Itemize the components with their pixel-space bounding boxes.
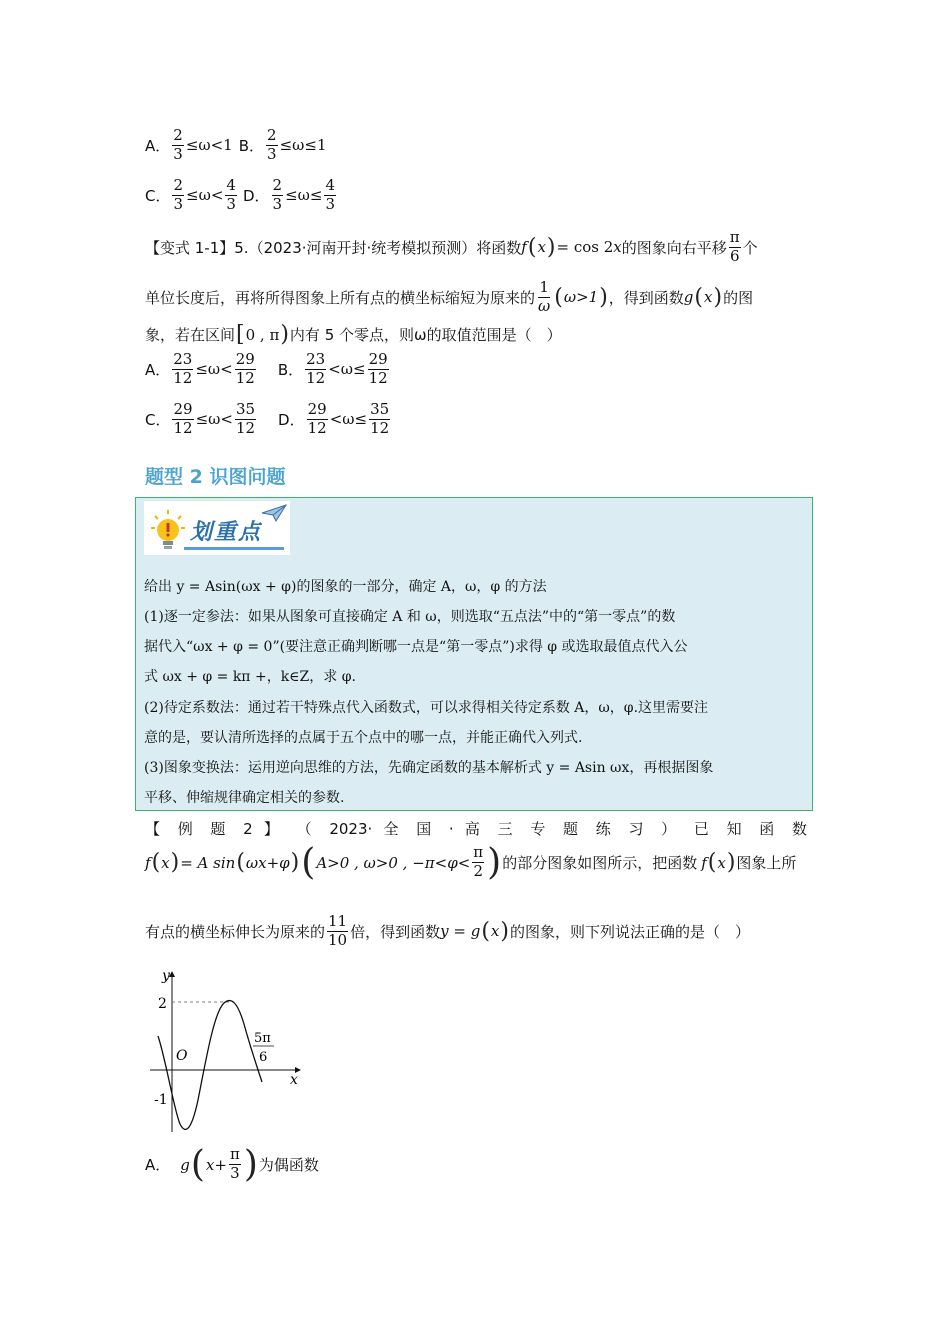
paren: ( <box>527 234 537 260</box>
option-b-expr: ≤ω≤1 <box>279 136 327 155</box>
text: 倍，得到函数 <box>350 922 441 941</box>
fraction: $\frac{\pi}{2}$ <box>473 843 484 880</box>
fraction: $\frac{1}{\omega}$ <box>538 278 551 315</box>
math-x: x <box>490 922 500 941</box>
fraction: $\frac{23}{12}$ <box>173 350 193 387</box>
keypoint-line-4: 式 ωx + φ = kπ +，k∈Z，求 φ. <box>144 669 356 685</box>
option-d-expr: ≤ω≤ <box>285 186 323 205</box>
text: 内有 5 个零点，则ω的取值范围是（ ） <box>289 326 562 344</box>
paren: ) <box>280 322 289 347</box>
answer-text: 为偶函数 <box>258 1156 319 1174</box>
paren: ) <box>726 850 736 875</box>
option-a-expr: ≤ω< <box>195 360 233 379</box>
tick-label-num: 5π <box>254 1031 271 1046</box>
paren: ) <box>290 850 300 875</box>
fraction: $\frac{29}{12}$ <box>368 350 388 387</box>
math-arg: ωx+φ <box>245 853 290 872</box>
bracket: [ <box>236 322 245 347</box>
paren: ( <box>481 918 490 944</box>
math-x: x <box>717 853 726 872</box>
fraction: $\frac{2}{3}$ <box>267 126 277 163</box>
text: 单位长度后，再将所得图象上所有点的横坐标缩短为原来的 <box>145 288 536 307</box>
y-min-label: -1 <box>154 1092 168 1108</box>
variant-option-row-ab <box>145 352 391 387</box>
math-eq: = A sin <box>180 853 236 872</box>
badge-underline <box>184 547 284 550</box>
variant-tag: 【变式 1-1】5.（2023·河南开封·统考模拟预测）将函数 <box>145 238 522 257</box>
paren: ( <box>151 850 161 875</box>
y-max-label: 2 <box>158 996 167 1012</box>
math-yg: y = g <box>440 922 481 941</box>
sine-curve <box>158 1001 262 1130</box>
keypoint-line-8: 平移、伸缩规律确定相关的参数. <box>144 790 345 806</box>
keypoint-box <box>135 497 813 811</box>
option-row-cd <box>145 178 338 213</box>
big-paren: ) <box>243 1144 258 1185</box>
text: 的图 <box>723 288 754 307</box>
fraction: $\frac{11}{10}$ <box>328 912 348 949</box>
math-x: x <box>613 238 622 257</box>
option-b-label: B． <box>238 136 265 155</box>
paper-plane-icon <box>260 503 288 523</box>
text: 的图象向右平移 <box>621 238 727 257</box>
fraction: $\frac{29}{12}$ <box>173 400 193 437</box>
option-d-label: D． <box>242 186 270 205</box>
tick-label-den: 6 <box>259 1050 268 1065</box>
text: 象，若在区间 <box>145 326 236 344</box>
paren: ) <box>500 918 509 944</box>
math-g: g <box>180 1155 190 1174</box>
option-a-label: A． <box>145 1156 171 1174</box>
math-x: x <box>704 288 713 307</box>
math-f: f <box>701 853 707 872</box>
math-x: x <box>537 238 546 257</box>
x-axis-label: x <box>290 1072 298 1088</box>
paren: ) <box>599 284 608 310</box>
text: 图象上所 <box>736 854 797 872</box>
example-line-2 <box>145 842 796 883</box>
fraction: $\frac{29}{12}$ <box>235 350 255 387</box>
option-d-expr: <ω≤ <box>329 410 368 429</box>
text: 的图象，则下列说法正确的是（ ） <box>509 922 750 941</box>
paren: ) <box>546 234 556 260</box>
fraction: $\frac{2}{3}$ <box>272 176 283 213</box>
example-line-3 <box>145 914 750 949</box>
fraction: $\frac{2}{3}$ <box>173 176 184 213</box>
option-row-ab <box>145 128 327 163</box>
fraction: $\frac{23}{12}$ <box>306 350 326 387</box>
keypoint-line-1: 给出 y = Asin(ωx + φ)的图象的一部分，确定 A，ω，φ 的方法 <box>144 579 547 595</box>
paren: ( <box>707 850 717 875</box>
keypoint-line-3: 据代入“ωx + φ = 0”(要注意正确判断哪一点是“第一零点”)求得 φ 或选取最值点代入公 <box>144 639 688 655</box>
text: 个 <box>742 238 758 257</box>
origin-label: O <box>176 1048 188 1064</box>
fraction: $\frac{\pi}{3}$ <box>229 1145 240 1182</box>
option-c-label: C． <box>145 186 171 205</box>
keypoint-line-7: (3)图象变换法：运用逆向思维的方法，先确定函数的基本解析式 y = Asin ωx，再根据图象 <box>144 760 714 776</box>
variant-line-1 <box>145 230 758 265</box>
example-line-1: 【 例 题 2 】 （ 2023· 全 国 · 高 三 专 题 练 习 ） 已 知 函 数 <box>145 820 807 838</box>
fraction: $\frac{\pi}{6}$ <box>729 228 740 265</box>
math-g: g <box>683 288 694 307</box>
variant-line-3 <box>145 322 562 347</box>
text: ，得到函数 <box>608 288 684 307</box>
variant-line-2 <box>145 280 753 315</box>
big-paren: ( <box>190 1144 205 1185</box>
option-a-expr: ≤ω<1 <box>185 136 233 155</box>
keypoint-badge-text: 划重点 <box>190 520 263 545</box>
variant-option-row-cd <box>145 402 392 437</box>
keypoint-line-5: (2)待定系数法：通过若干特殊点代入函数式，可以求得相关待定系数 A，ω，φ.这里需要注 <box>144 700 709 716</box>
fraction: $\frac{35}{12}$ <box>235 400 256 437</box>
section-heading: 题型 2 识图问题 <box>145 466 286 488</box>
option-a-label: A． <box>145 360 171 379</box>
fraction: $\frac{2}{3}$ <box>173 126 183 163</box>
keypoint-line-6: 意的是，要认清所选择的点属于五个点中的哪一点，并能正确代入列式. <box>144 730 583 746</box>
math-x: x <box>161 853 170 872</box>
paren: ( <box>554 284 563 310</box>
option-c-expr: ≤ω< <box>186 186 224 205</box>
option-b-expr: <ω≤ <box>328 360 366 379</box>
big-paren: ) <box>487 842 502 883</box>
fraction: $\frac{35}{12}$ <box>370 400 390 437</box>
math-interval: 0 , π <box>245 325 280 344</box>
paren: ) <box>713 284 723 310</box>
math-cond: A>0 , ω>0 , −π<φ< <box>316 853 471 872</box>
option-a-label: A． <box>145 136 171 155</box>
text: 的部分图象如图所示，把函数 <box>502 854 698 872</box>
paren: ( <box>694 284 703 310</box>
big-paren: ( <box>301 842 316 883</box>
fraction: $\frac{4}{3}$ <box>226 176 236 213</box>
lightbulb-icon <box>150 509 186 553</box>
keypoint-badge <box>144 501 290 555</box>
math-cos: = cos 2 <box>556 238 614 257</box>
fraction: $\frac{29}{12}$ <box>307 400 327 437</box>
paren: ( <box>236 850 245 875</box>
fraction: $\frac{4}{3}$ <box>325 176 335 213</box>
math-inner: x+ <box>205 1155 227 1174</box>
paren: ) <box>170 850 180 875</box>
option-c-label: C． <box>145 410 171 429</box>
keypoint-line-2: (1)逐一定参法：如果从图象可直接确定 A 和 ω，则选取“五点法”中的“第一零点”的数 <box>144 609 676 625</box>
y-axis-label: y <box>162 968 170 984</box>
option-d-label: D． <box>278 410 305 429</box>
function-graph <box>140 960 320 1138</box>
option-c-expr: ≤ω< <box>195 410 233 429</box>
math-cond: ω>1 <box>563 288 599 307</box>
math-f: f <box>521 238 527 257</box>
answer-option-a <box>145 1144 319 1185</box>
math-f: f <box>145 853 151 872</box>
option-b-label: B． <box>277 360 304 379</box>
text: 有点的横坐标伸长为原来的 <box>145 922 326 941</box>
